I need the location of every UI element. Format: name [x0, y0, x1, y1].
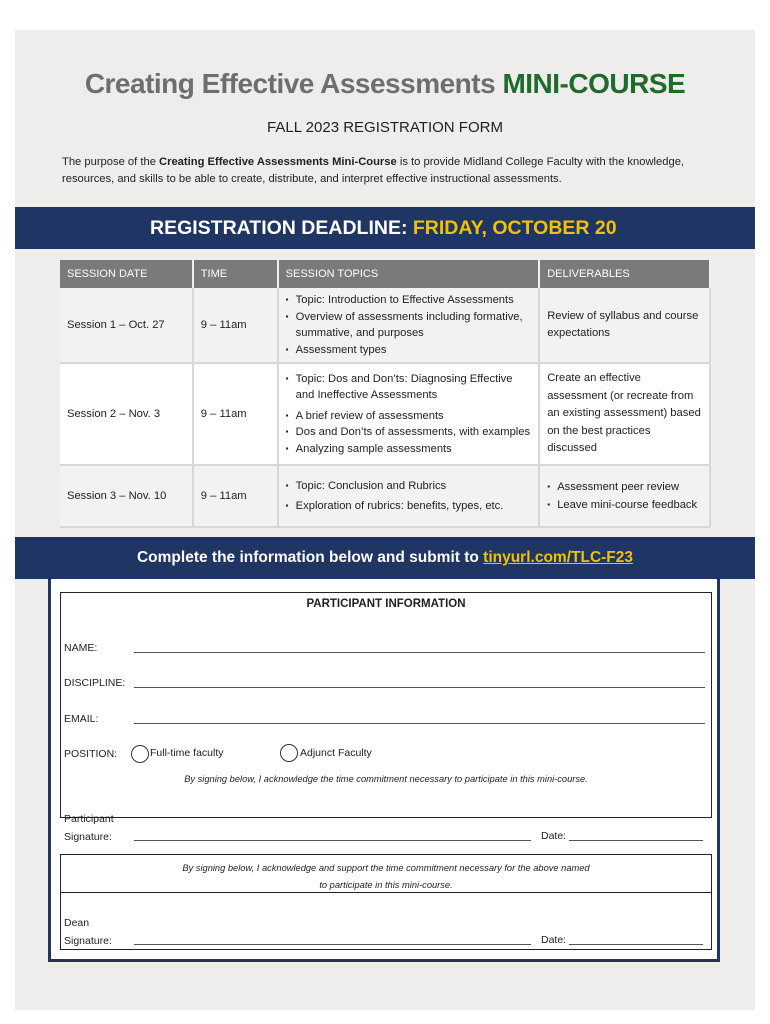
- discipline-field[interactable]: [134, 687, 705, 688]
- deliverables-cell: Create an effective assessment (or recreate from an existing assessment) based on the best practices discussed: [539, 363, 710, 465]
- col-header-time: TIME: [193, 260, 278, 288]
- col-header-deliverables: DELIVERABLES: [539, 260, 710, 288]
- deliverable-item: ▪ Assessment peer review: [547, 479, 702, 496]
- intro-paragraph: [62, 154, 712, 188]
- dean-ack-line: to participate in this mini-course.: [319, 880, 453, 890]
- session-topics-cell: [278, 363, 540, 465]
- session-time-cell: 9 – 11am: [193, 465, 278, 527]
- participant-signature-field[interactable]: [134, 840, 531, 841]
- participant-acknowledgement: By signing below, I acknowledge the time commitment necessary to participate in this mini-course.: [184, 774, 588, 784]
- col-header-session-topics: SESSION TOPICS: [278, 260, 540, 288]
- page-title: [0, 68, 770, 100]
- session-date-cell: Session 1 – Oct. 27: [60, 288, 193, 363]
- topic-item: ▪ Topic: Dos and Don’ts: Diagnosing Effective and Ineffective Assessments: [286, 371, 532, 404]
- adjunct-option-label: Adjunct Faculty: [300, 747, 372, 759]
- submit-instructions: Complete the information below and submit to: [136, 549, 484, 566]
- deliverables-cell: [539, 465, 710, 527]
- deadline-label: REGISTRATION DEADLINE:: [150, 217, 413, 239]
- table-header-row: [60, 260, 710, 288]
- participant-date-label: Date:: [541, 830, 567, 842]
- topic-item: ▪ Assessment types: [286, 342, 532, 359]
- dean-signature-label: [64, 914, 112, 950]
- discipline-label: DISCIPLINE:: [64, 677, 126, 689]
- signature-label: Signature:: [64, 935, 112, 947]
- session-date-cell: Session 2 – Nov. 3: [60, 363, 193, 465]
- signature-label: Signature:: [64, 831, 112, 843]
- topic-item: ▪ Topic: Conclusion and Rubrics: [286, 478, 532, 495]
- email-field[interactable]: [134, 723, 705, 724]
- form-subtitle: FALL 2023 REGISTRATION FORM: [267, 119, 503, 136]
- name-field[interactable]: [134, 652, 705, 653]
- table-row: [60, 288, 710, 363]
- dean-signature-box: [60, 892, 712, 950]
- participant-date-field[interactable]: [569, 840, 703, 841]
- session-date-cell: Session 3 – Nov. 10: [60, 465, 193, 527]
- session-topics-cell: [278, 288, 540, 363]
- name-label: NAME:: [64, 642, 98, 654]
- position-label: POSITION:: [64, 748, 118, 760]
- deliverables-cell: Review of syllabus and course expectations: [539, 288, 710, 363]
- submit-banner: [15, 537, 755, 579]
- participant-info-title: PARTICIPANT INFORMATION: [306, 598, 466, 610]
- intro-course-name: Creating Effective Assessments Mini-Course: [159, 156, 397, 168]
- email-label: EMAIL:: [64, 713, 99, 725]
- title-main: Creating Effective Assessments: [84, 68, 496, 99]
- dean-signature-field[interactable]: [134, 944, 531, 945]
- session-time-cell: 9 – 11am: [193, 363, 278, 465]
- participant-signature-label: [64, 810, 114, 846]
- title-accent: MINI-COURSE: [502, 68, 686, 99]
- topic-item: ▪ Overview of assessments including formative, summative, and purposes: [286, 309, 532, 342]
- adjunct-radio[interactable]: [280, 744, 298, 762]
- intro-text-start: The purpose of the: [62, 156, 160, 168]
- session-topics-cell: [278, 465, 540, 527]
- deliverable-item: ▪ Leave mini-course feedback: [547, 497, 702, 514]
- table-row: [60, 363, 710, 465]
- table-row: [60, 465, 710, 527]
- submit-link[interactable]: tinyurl.com/TLC-F23: [483, 549, 634, 566]
- topic-item: ▪ Analyzing sample assessments: [286, 441, 532, 458]
- session-time-cell: 9 – 11am: [193, 288, 278, 363]
- topic-item: ▪ Exploration of rubrics: benefits, types, etc.: [286, 498, 532, 515]
- fulltime-radio[interactable]: [131, 745, 149, 763]
- deadline-banner: [15, 207, 755, 249]
- col-header-session-date: SESSION DATE: [60, 260, 193, 288]
- session-schedule-table: [60, 260, 711, 528]
- fulltime-option-label: Full-time faculty: [150, 747, 224, 759]
- dean-date-field[interactable]: [569, 944, 703, 945]
- participant-info-box: [60, 592, 712, 818]
- dean-date-label: Date:: [541, 934, 567, 946]
- topic-item: ▪ Dos and Don’ts of assessments, with examples: [286, 424, 532, 441]
- topic-item: ▪ A brief review of assessments: [286, 408, 532, 425]
- topic-item: ▪ Topic: Introduction to Effective Assessments: [286, 292, 532, 309]
- dean-label: Dean: [64, 917, 90, 929]
- deadline-date: FRIDAY, OCTOBER 20: [412, 217, 617, 239]
- intro-text-end: is to provide Midland College Faculty with the knowledge, resources, and skills to be able to create, distribute, and interpret effective instructional assessments.: [62, 156, 685, 185]
- dean-ack-line: By signing below, I acknowledge and support the time commitment necessary for the above named: [182, 863, 590, 873]
- dean-acknowledgement: [60, 860, 712, 894]
- participant-label: Participant: [64, 813, 114, 825]
